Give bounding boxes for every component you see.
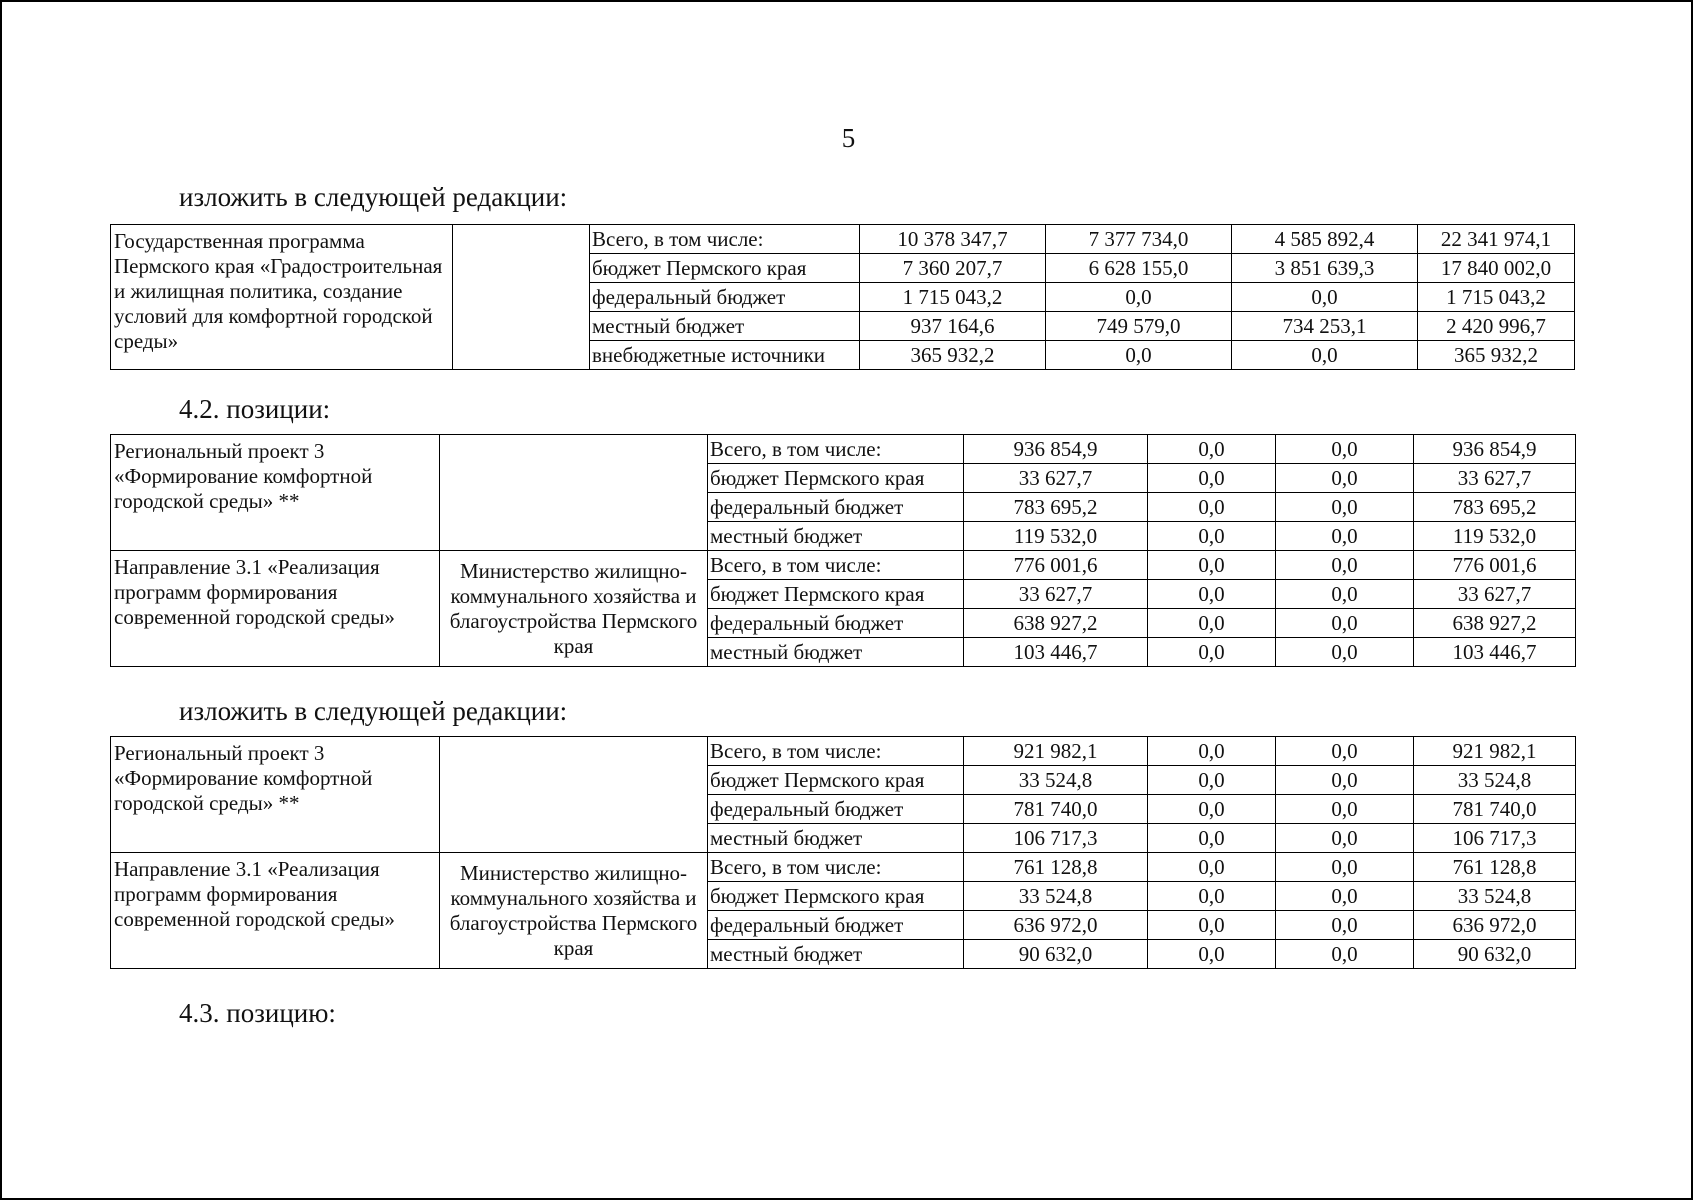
value-cell: 1 715 043,2 <box>860 283 1046 312</box>
value-cell: 3 851 639,3 <box>1232 254 1418 283</box>
total-cell: 365 932,2 <box>1418 341 1575 370</box>
project-name: Региональный проект 3 «Формирование комфортной городской среды» ** <box>111 737 440 853</box>
total-cell: 921 982,1 <box>1414 737 1576 766</box>
value-cell: 10 378 347,7 <box>860 225 1046 254</box>
table-row <box>111 435 1576 464</box>
value-cell: 0,0 <box>1276 766 1414 795</box>
value-cell: 0,0 <box>1148 853 1276 882</box>
table-row <box>111 551 1576 580</box>
total-cell: 33 627,7 <box>1414 464 1576 493</box>
value-cell: 0,0 <box>1148 493 1276 522</box>
value-cell: 0,0 <box>1232 341 1418 370</box>
value-cell: 106 717,3 <box>964 824 1148 853</box>
total-cell: 1 715 043,2 <box>1418 283 1575 312</box>
total-cell: 33 524,8 <box>1414 882 1576 911</box>
value-cell: 0,0 <box>1148 766 1276 795</box>
direction-name: Направление 3.1 «Реализация программ формирования современной городской среды» <box>111 551 440 667</box>
value-cell: 0,0 <box>1148 551 1276 580</box>
value-cell: 0,0 <box>1148 882 1276 911</box>
source-cell: бюджет Пермского края <box>708 882 964 911</box>
source-cell: федеральный бюджет <box>590 283 860 312</box>
table-row <box>111 737 1576 766</box>
responsible-cell: Министерство жилищно-коммунального хозяйства и благоустройства Пермского края <box>440 853 708 969</box>
source-cell: бюджет Пермского края <box>590 254 860 283</box>
value-cell: 0,0 <box>1046 283 1232 312</box>
value-cell: 0,0 <box>1148 824 1276 853</box>
value-cell: 0,0 <box>1276 493 1414 522</box>
value-cell: 0,0 <box>1276 464 1414 493</box>
value-cell: 0,0 <box>1148 580 1276 609</box>
table-positions-old <box>110 434 1576 667</box>
source-cell: бюджет Пермского края <box>708 766 964 795</box>
value-cell: 0,0 <box>1148 911 1276 940</box>
source-cell: федеральный бюджет <box>708 795 964 824</box>
total-cell: 781 740,0 <box>1414 795 1576 824</box>
source-cell: местный бюджет <box>708 940 964 969</box>
table-row <box>111 853 1576 882</box>
source-cell: местный бюджет <box>708 638 964 667</box>
source-cell: внебюджетные источники <box>590 341 860 370</box>
value-cell: 0,0 <box>1148 435 1276 464</box>
value-cell: 936 854,9 <box>964 435 1148 464</box>
source-cell: Всего, в том числе: <box>708 737 964 766</box>
total-cell: 90 632,0 <box>1414 940 1576 969</box>
value-cell: 0,0 <box>1276 911 1414 940</box>
value-cell: 7 377 734,0 <box>1046 225 1232 254</box>
source-cell: местный бюджет <box>590 312 860 341</box>
value-cell: 6 628 155,0 <box>1046 254 1232 283</box>
table-row <box>111 225 1575 254</box>
value-cell: 783 695,2 <box>964 493 1148 522</box>
value-cell: 0,0 <box>1276 882 1414 911</box>
source-cell: Всего, в том числе: <box>708 551 964 580</box>
value-cell: 921 982,1 <box>964 737 1148 766</box>
value-cell: 4 585 892,4 <box>1232 225 1418 254</box>
value-cell: 0,0 <box>1276 551 1414 580</box>
source-cell: бюджет Пермского края <box>708 464 964 493</box>
value-cell: 0,0 <box>1148 940 1276 969</box>
responsible-cell <box>453 225 590 370</box>
heading-position-4-3: 4.3. позицию: <box>179 998 336 1028</box>
source-cell: федеральный бюджет <box>708 911 964 940</box>
value-cell: 0,0 <box>1276 795 1414 824</box>
source-cell: федеральный бюджет <box>708 609 964 638</box>
value-cell: 103 446,7 <box>964 638 1148 667</box>
total-cell: 761 128,8 <box>1414 853 1576 882</box>
total-cell: 783 695,2 <box>1414 493 1576 522</box>
source-cell: местный бюджет <box>708 522 964 551</box>
value-cell: 0,0 <box>1276 737 1414 766</box>
value-cell: 0,0 <box>1276 824 1414 853</box>
source-cell: Всего, в том числе: <box>708 435 964 464</box>
value-cell: 0,0 <box>1148 522 1276 551</box>
total-cell: 33 627,7 <box>1414 580 1576 609</box>
value-cell: 365 932,2 <box>860 341 1046 370</box>
source-cell: местный бюджет <box>708 824 964 853</box>
heading-positions-4-2: 4.2. позиции: <box>179 394 331 424</box>
source-cell: Всего, в том числе: <box>708 853 964 882</box>
value-cell: 0,0 <box>1276 522 1414 551</box>
total-cell: 119 532,0 <box>1414 522 1576 551</box>
total-cell: 638 927,2 <box>1414 609 1576 638</box>
responsible-cell <box>440 435 708 551</box>
value-cell: 0,0 <box>1232 283 1418 312</box>
responsible-cell: Министерство жилищно-коммунального хозяйства и благоустройства Пермского края <box>440 551 708 667</box>
source-cell: Всего, в том числе: <box>590 225 860 254</box>
total-cell: 17 840 002,0 <box>1418 254 1575 283</box>
value-cell: 636 972,0 <box>964 911 1148 940</box>
total-cell: 2 420 996,7 <box>1418 312 1575 341</box>
value-cell: 0,0 <box>1148 795 1276 824</box>
value-cell: 638 927,2 <box>964 609 1148 638</box>
value-cell: 0,0 <box>1276 580 1414 609</box>
value-cell: 0,0 <box>1148 609 1276 638</box>
value-cell: 33 524,8 <box>964 882 1148 911</box>
direction-name: Направление 3.1 «Реализация программ формирования современной городской среды» <box>111 853 440 969</box>
table-state-program <box>110 224 1575 370</box>
value-cell: 0,0 <box>1046 341 1232 370</box>
value-cell: 0,0 <box>1276 435 1414 464</box>
value-cell: 0,0 <box>1148 464 1276 493</box>
value-cell: 749 579,0 <box>1046 312 1232 341</box>
heading-new-edition-1: изложить в следующей редакции: <box>179 182 568 212</box>
value-cell: 734 253,1 <box>1232 312 1418 341</box>
page-number: 5 <box>841 123 856 153</box>
value-cell: 0,0 <box>1276 638 1414 667</box>
program-name: Государственная программа Пермского края «Градостроительная и жилищная политика, создание условий для комфортной городской среды» <box>111 225 453 370</box>
total-cell: 103 446,7 <box>1414 638 1576 667</box>
total-cell: 22 341 974,1 <box>1418 225 1575 254</box>
value-cell: 776 001,6 <box>964 551 1148 580</box>
heading-new-edition-2: изложить в следующей редакции: <box>179 696 568 726</box>
value-cell: 0,0 <box>1148 737 1276 766</box>
value-cell: 90 632,0 <box>964 940 1148 969</box>
value-cell: 33 627,7 <box>964 580 1148 609</box>
total-cell: 776 001,6 <box>1414 551 1576 580</box>
value-cell: 781 740,0 <box>964 795 1148 824</box>
total-cell: 936 854,9 <box>1414 435 1576 464</box>
table-positions-new <box>110 736 1576 969</box>
value-cell: 0,0 <box>1276 853 1414 882</box>
value-cell: 0,0 <box>1276 940 1414 969</box>
responsible-cell <box>440 737 708 853</box>
value-cell: 119 532,0 <box>964 522 1148 551</box>
value-cell: 0,0 <box>1276 609 1414 638</box>
value-cell: 0,0 <box>1148 638 1276 667</box>
source-cell: бюджет Пермского края <box>708 580 964 609</box>
value-cell: 33 627,7 <box>964 464 1148 493</box>
value-cell: 7 360 207,7 <box>860 254 1046 283</box>
total-cell: 636 972,0 <box>1414 911 1576 940</box>
total-cell: 106 717,3 <box>1414 824 1576 853</box>
source-cell: федеральный бюджет <box>708 493 964 522</box>
value-cell: 937 164,6 <box>860 312 1046 341</box>
value-cell: 761 128,8 <box>964 853 1148 882</box>
value-cell: 33 524,8 <box>964 766 1148 795</box>
total-cell: 33 524,8 <box>1414 766 1576 795</box>
project-name: Региональный проект 3 «Формирование комфортной городской среды» ** <box>111 435 440 551</box>
